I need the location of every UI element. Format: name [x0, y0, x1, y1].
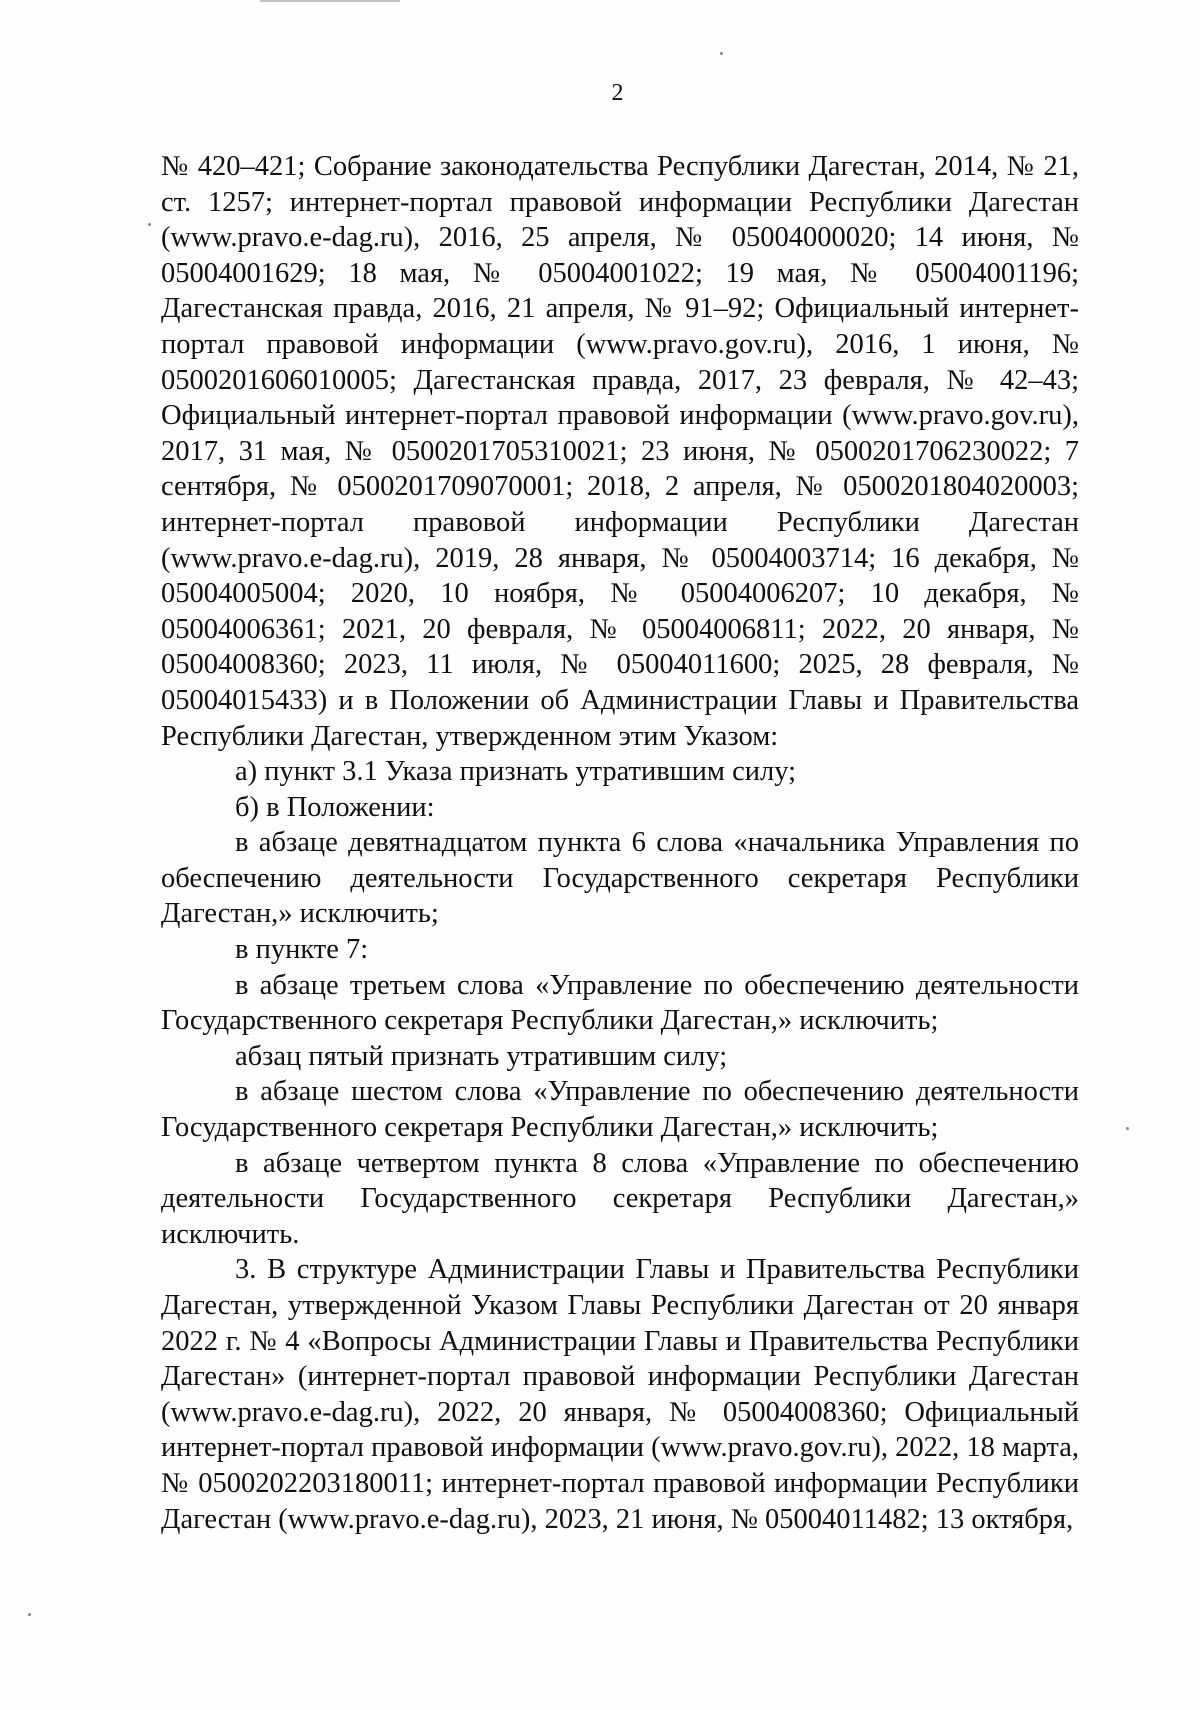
- paragraph: абзац пятый признать утратившим силу;: [235, 1040, 728, 1072]
- scan-artifact: [260, 0, 400, 2]
- paragraph: а) пункт 3.1 Указа признать утратившим силу;: [235, 756, 796, 788]
- paragraph: в абзаце шестом слова «Управление по обеспечению деятельности Государственного секретаря Республики Дагестан,» исключить;: [161, 1076, 1079, 1144]
- scan-speck: [148, 223, 151, 226]
- paragraph: в пункте 7:: [235, 934, 369, 966]
- document-body: [161, 149, 1079, 1537]
- page-number: 2: [611, 80, 624, 106]
- paragraph: в абзаце четвертом пункта 8 слова «Управление по обеспечению деятельности Государственного секретаря Республики Дагестан,» исключить.: [161, 1147, 1079, 1250]
- scan-speck: [720, 52, 723, 55]
- paragraph: б) в Положении:: [235, 791, 435, 823]
- scan-speck: [1126, 1127, 1129, 1130]
- scan-speck: [28, 1613, 31, 1616]
- paragraph: в абзаце девятнадцатом пункта 6 слова «начальника Управления по обеспечению деятельности Государственного секретаря Республики Дагестан,» исключить;: [161, 827, 1079, 930]
- paragraph: 3. В структуре Администрации Главы и Правительства Республики Дагестан, утвержденной Указом Главы Республики Дагестан от 20 января 2022 г. № 4 «Вопросы Администрации Главы и Правительства Республики Дагестан» (интернет-портал правовой информации Республики Дагестан (www.pravo.e-dag.ru), 2022, 20 января, № 05004008360; Официальный интернет-портал правовой информации (www.pravo.gov.ru), 2022, 18 марта, № 0500202203180011; интернет-портал правовой информации Республики Дагестан (www.pravo.e-dag.ru), 2023, 21 июня, № 05004011482; 13 октября,: [161, 1254, 1079, 1535]
- paragraph: № 420–421; Собрание законодательства Республики Дагестан, 2014, № 21, ст. 1257; интернет-портал правовой информации Республики Дагестан (www.pravo.e-dag.ru), 2016, 25 апреля, № 05004000020; 14 июня, № 05004001629; 18 мая, № 05004001022; 19 мая, № 05004001196; Дагестанская правда, 2016, 21 апреля, № 91–92; Официальный интернет-портал правовой информации (www.pravo.gov.ru), 2016, 1 июня, № 0500201606010005; Дагестанская правда, 2017, 23 февраля, № 42–43; Официальный интернет-портал правовой информации (www.pravo.gov.ru), 2017, 31 мая, № 0500201705310021; 23 июня, № 0500201706230022; 7 сентября, № 0500201709070001; 2018, 2 апреля, № 0500201804020003; интернет-портал правовой информации Республики Дагестан (www.pravo.e-dag.ru), 2019, 28 января, № 05004003714; 16 декабря, № 05004005004; 2020, 10 ноября, № 05004006207; 10 декабря, № 05004006361; 2021, 20 февраля, № 05004006811; 2022, 20 января, № 05004008360; 2023, 11 июля, № 05004011600; 2025, 28 февраля, № 05004015433) и в Положении об Администрации Главы и Правительства Республики Дагестан, утвержденном этим Указом:: [161, 151, 1079, 752]
- paragraph: в абзаце третьем слова «Управление по обеспечению деятельности Государственного секретаря Республики Дагестан,» исключить;: [161, 969, 1079, 1037]
